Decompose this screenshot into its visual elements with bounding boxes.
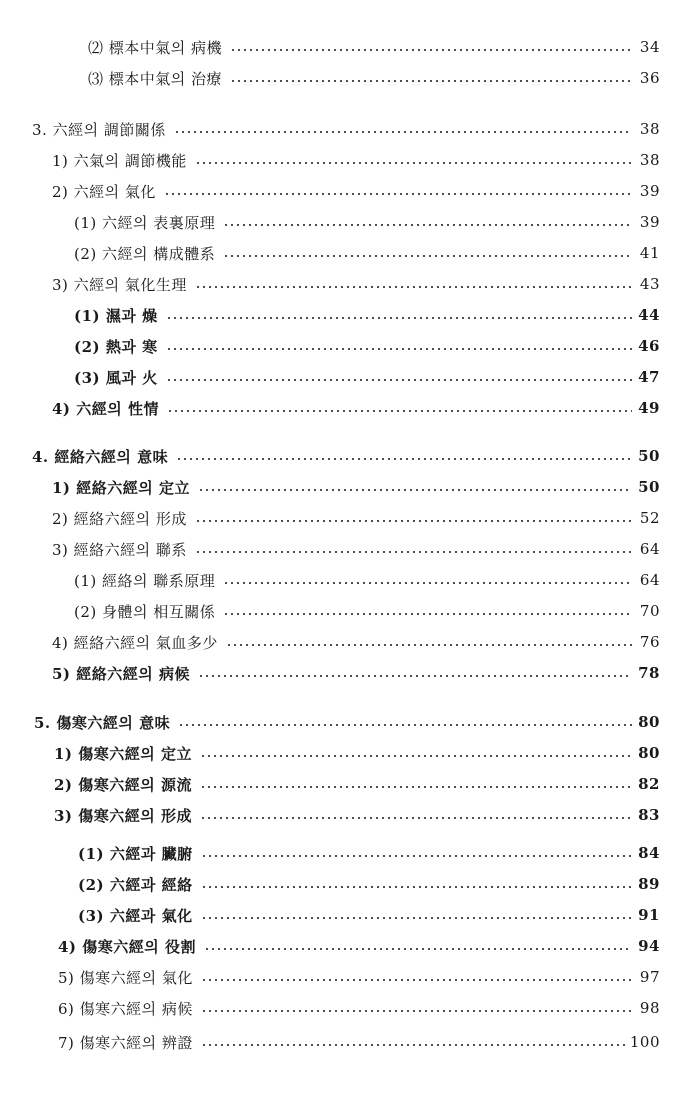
toc-entry-page: 46 (638, 337, 660, 355)
toc-entry-label: 4) 六經의 性情 (52, 399, 159, 418)
dot-leader (195, 286, 632, 288)
dot-leader (166, 379, 632, 381)
toc-entry-page: 84 (638, 844, 660, 862)
toc-entry (74, 364, 660, 390)
toc-entry-label: 4) 經絡六經의 氣血多少 (52, 633, 218, 652)
dot-leader (226, 644, 632, 646)
dot-leader (195, 551, 632, 553)
toc-entry-label: 3) 經絡六經의 聯系 (52, 540, 187, 559)
toc-entry-page: 91 (638, 906, 660, 924)
toc-entry (54, 740, 660, 766)
dot-leader (164, 193, 632, 195)
toc-entry (52, 660, 660, 686)
dot-leader (201, 1044, 626, 1046)
dot-leader (174, 131, 632, 133)
dot-leader (201, 886, 632, 888)
toc-entry-label: (2) 身體의 相互關係 (74, 602, 216, 621)
dot-leader (166, 348, 632, 350)
toc-entry-page: 83 (638, 806, 660, 824)
toc-entry-label: 2) 傷寒六經의 源流 (54, 775, 192, 794)
toc-entry (52, 178, 660, 204)
toc-entry-label: 7) 傷寒六經의 辨證 (58, 1033, 193, 1052)
dot-leader (166, 317, 632, 319)
toc-entry-page: 97 (639, 968, 660, 986)
toc-entry-label: 1) 傷寒六經의 定立 (54, 744, 192, 763)
toc-entry (32, 443, 660, 469)
dot-leader (230, 49, 632, 51)
dot-leader (195, 162, 632, 164)
toc-entry-page: 49 (638, 399, 660, 417)
toc-entry-label: 4) 傷寒六經의 役割 (58, 937, 196, 956)
dot-leader (201, 979, 632, 981)
toc-entry-label: (2) 六經의 構成體系 (74, 244, 216, 263)
toc-entry-label: (2) 熱과 寒 (74, 337, 158, 356)
toc-entry (78, 840, 660, 866)
toc-entry-page: 89 (638, 875, 660, 893)
toc-entry (58, 964, 660, 990)
toc-entry (74, 209, 660, 235)
toc-entry-page: 39 (639, 213, 660, 231)
toc-entry-page: 36 (639, 69, 660, 87)
toc-entry (52, 474, 660, 500)
dot-leader (178, 724, 632, 726)
toc-entry-label: (1) 經絡의 聯系原理 (74, 571, 216, 590)
toc-entry-label: 5) 經絡六經의 病候 (52, 664, 190, 683)
toc-entry-page: 82 (638, 775, 660, 793)
toc-entry (74, 598, 660, 624)
toc-entry-label: ⑶ 標本中氣의 治療 (88, 69, 223, 88)
toc-entry (74, 240, 660, 266)
dot-leader (223, 613, 632, 615)
dot-leader (200, 786, 632, 788)
dot-leader (198, 675, 632, 677)
toc-entry (52, 536, 660, 562)
toc-entry-page: 34 (639, 38, 660, 56)
toc-entry-page: 43 (639, 275, 660, 293)
toc-entry (74, 302, 660, 328)
toc-entry-page: 52 (639, 509, 660, 527)
dot-leader (230, 80, 632, 82)
toc-entry-page: 39 (639, 182, 660, 200)
dot-leader (201, 855, 632, 857)
toc-entry (34, 709, 660, 735)
toc-entry (54, 802, 660, 828)
dot-leader (201, 917, 632, 919)
toc-entry (58, 1029, 660, 1055)
toc-entry-label: 4. 經絡六經의 意味 (32, 447, 169, 466)
dot-leader (195, 520, 632, 522)
toc-entry-label: 6) 傷寒六經의 病候 (58, 999, 193, 1018)
toc-entry-label: 5. 傷寒六經의 意味 (34, 713, 171, 732)
toc-entry-page: 38 (639, 151, 660, 169)
toc-entry (88, 65, 660, 91)
toc-entry-label: 1) 六氣의 調節機能 (52, 151, 187, 170)
toc-entry (58, 933, 660, 959)
toc-entry-label: 1) 經絡六經의 定立 (52, 478, 190, 497)
toc-entry-page: 80 (638, 713, 660, 731)
toc-entry-page: 76 (639, 633, 660, 651)
toc-entry-page: 94 (638, 937, 660, 955)
toc-entry-label: (1) 六經과 臟腑 (78, 844, 193, 863)
dot-leader (200, 817, 632, 819)
toc-entry-page: 44 (638, 306, 660, 324)
toc-entry (54, 771, 660, 797)
toc-entry-page: 50 (638, 447, 660, 465)
toc-entry (74, 333, 660, 359)
toc-entry-label: 3. 六經의 調節關係 (32, 120, 166, 139)
toc-entry-page: 50 (638, 478, 660, 496)
dot-leader (223, 224, 632, 226)
toc-entry-label: (3) 風과 火 (74, 368, 158, 387)
toc-entry-label: (3) 六經과 氣化 (78, 906, 193, 925)
toc-entry (78, 902, 660, 928)
toc-entry-label: 5) 傷寒六經의 氣化 (58, 968, 193, 987)
toc-entry-label: 3) 六經의 氣化生理 (52, 275, 187, 294)
toc-entry-label: (2) 六經과 經絡 (78, 875, 193, 894)
toc-entry-page: 100 (629, 1033, 660, 1051)
toc-entry (52, 395, 660, 421)
toc-entry (52, 629, 660, 655)
toc-entry-page: 41 (639, 244, 660, 262)
toc-entry-page: 38 (639, 120, 660, 138)
toc-entry-page: 98 (639, 999, 660, 1017)
dot-leader (176, 458, 632, 460)
toc-entry-page: 64 (639, 540, 660, 558)
toc-entry (52, 505, 660, 531)
toc-entry (32, 116, 660, 142)
toc-entry-page: 70 (639, 602, 660, 620)
toc-entry-label: ⑵ 標本中氣의 病機 (88, 38, 223, 57)
toc-entry-page: 47 (638, 368, 660, 386)
toc-entry (74, 567, 660, 593)
dot-leader (223, 255, 632, 257)
toc-entry-page: 80 (638, 744, 660, 762)
toc-entry (52, 147, 660, 173)
toc-entry-page: 64 (639, 571, 660, 589)
dot-leader (223, 582, 632, 584)
toc-entry (52, 271, 660, 297)
dot-leader (201, 1010, 632, 1012)
toc-entry-label: 2) 六經의 氣化 (52, 182, 156, 201)
toc-entry (88, 34, 660, 60)
toc-entry (78, 871, 660, 897)
toc-entry-label: 2) 經絡六經의 形成 (52, 509, 187, 528)
toc-entry-label: (1) 六經의 表裏原理 (74, 213, 216, 232)
dot-leader (198, 489, 632, 491)
dot-leader (204, 948, 632, 950)
dot-leader (167, 410, 632, 412)
dot-leader (200, 755, 632, 757)
toc-entry-page: 78 (638, 664, 660, 682)
toc-entry (58, 995, 660, 1021)
toc-entry-label: 3) 傷寒六經의 形成 (54, 806, 192, 825)
toc-entry-label: (1) 濕과 燥 (74, 306, 158, 325)
